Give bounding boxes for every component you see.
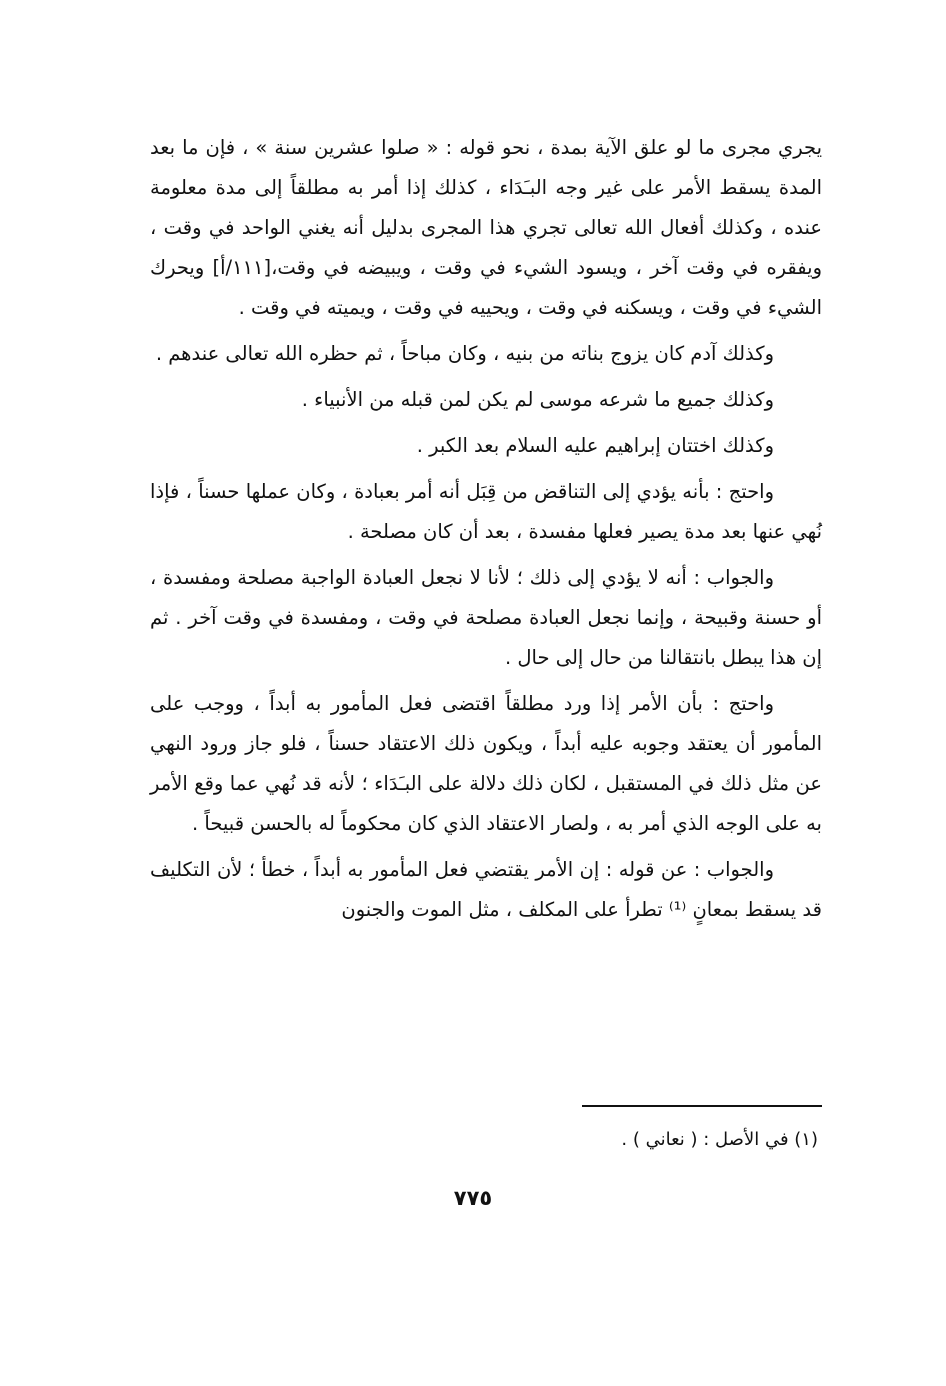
paragraph-3: وكذلك جميع ما شرعه موسى لم يكن لمن قبله من الأنبياء . xyxy=(301,388,774,411)
paragraph-6: والجواب : أنه لا يؤدي إلى ذلك ؛ لأنا لا نجعل العبادة الواجبة مصلحة ومفسدة ، أو حسنة وقبيحة ، وإنما نجعل العبادة مصلحة في وقت ، ومفسدة في وقت آخر . ثم إن هذا يبطل بانتقالنا من حال إلى حال . xyxy=(150,566,822,669)
paragraph-1: يجري مجرى ما لو علق الآية بمدة ، نحو قوله : « صلوا عشرين سنة » ، فإن ما بعد المدة يسقط الأمر على غير وجه البـَدَاء ، كذلك إذا أمر به مطلقاً إلى مدة معلومة عنده ، وكذلك أفعال الله تعالى تجري هذا المجرى بدليل أنه يغني الواحد في وقت ، ويفقره في وقت آخر ، ويسود الشيء في وقت ، ويبيضه في وقت،[١١١/أ] ويحرك الشيء في وقت ، ويسكنه في وقت ، ويحييه في وقت ، ويميته في وقت . xyxy=(150,136,823,319)
page-body xyxy=(150,128,822,930)
paragraph-4: وكذلك اختتان إبراهيم عليه السلام بعد الكبر . xyxy=(416,434,774,457)
footnote: (١) في الأصل : ( نعاني ) . xyxy=(621,1129,818,1150)
paragraph-2: وكذلك آدم كان يزوج بناته من بنيه ، وكان مباحاً ، ثم حظره الله تعالى عندهم . xyxy=(155,342,774,365)
paragraph-8: والجواب : عن قوله : إن الأمر يقتضي فعل المأمور به أبداً ، خطأ ؛ لأن التكليف قد يسقط بمعانٍ ⁽¹⁾ تطرأ على المكلف ، مثل الموت والجنون xyxy=(150,858,822,921)
paragraph-5: واحتج : بأنه يؤدي إلى التناقض من قِبَل أنه أمر بعبادة ، وكان عملها حسناً ، فإذا نُهي عنها بعد مدة يصير فعلها مفسدة ، بعد أن كان مصلحة . xyxy=(150,480,822,543)
paragraph-7: واحتج : بأن الأمر إذا ورد مطلقاً اقتضى فعل المأمور به أبداً ، ووجب على المأمور أن يعتقد وجوبه عليه أبداً ، ويكون ذلك الاعتقاد حسناً ، فلو جاز ورود النهي عن مثل ذلك في المستقبل ، لكان ذلك دلالة على البـَدَاء ؛ لأنه قد نُهي عما وقع الأمر به على الوجه الذي أمر به ، ولصار الاعتقاد الذي كان محكوماً له بالحسن قبيحاً . xyxy=(150,692,822,835)
footnote-divider xyxy=(582,1105,822,1107)
page-number: ٧٧٥ xyxy=(453,1186,493,1210)
